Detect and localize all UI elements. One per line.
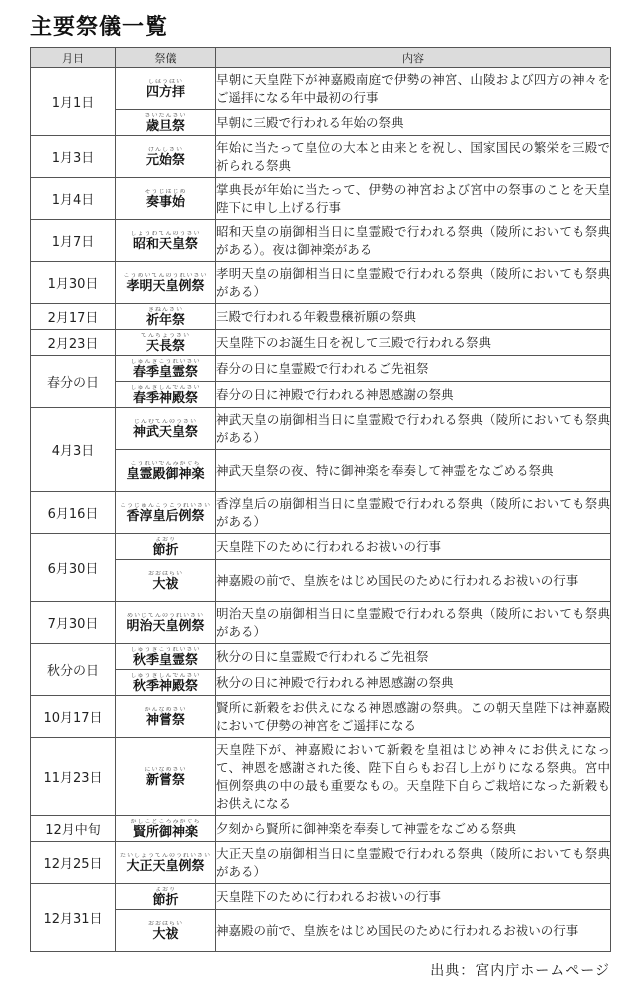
table-row	[31, 450, 611, 492]
row-rite	[116, 884, 216, 910]
rite-name: 大正天皇例祭	[126, 858, 205, 874]
row-rite	[116, 560, 216, 602]
row-date: 10月17日	[31, 696, 116, 738]
row-rite	[116, 644, 216, 670]
rite-name: 大祓	[152, 926, 179, 942]
row-rite	[116, 220, 216, 262]
row-content: 春分の日に神殿で行われる神恩感謝の祭典	[216, 382, 611, 408]
rite-name: 香淳皇后例祭	[126, 508, 205, 524]
row-rite	[116, 696, 216, 738]
row-content: 神嘉殿の前で、皇族をはじめ国民のために行われるお祓いの行事	[216, 910, 611, 952]
rite-name: 神嘗祭	[145, 712, 185, 728]
row-rite	[116, 304, 216, 330]
row-content: 明治天皇の崩御相当日に皇霊殿で行われる祭典（陵所においても祭典がある）	[216, 602, 611, 644]
row-content: 香淳皇后の崩御相当日に皇霊殿で行われる祭典（陵所においても祭典がある）	[216, 492, 611, 534]
row-rite	[116, 68, 216, 110]
rite-reading: たいしょうてんのうれいさい	[119, 852, 211, 859]
row-content: 天皇陛下が、神嘉殿において新穀を皇祖はじめ神々にお供えになって、神恩を感謝された後、陛下自らもお召し上がりになる祭典。宮中恒例祭典の中の最も重要なもの。天皇陛下自らご栽培になった新穀もお供えになる	[216, 738, 611, 816]
rites-table	[30, 47, 611, 952]
table-row	[31, 884, 611, 910]
row-content: 天皇陛下のために行われるお祓いの行事	[216, 534, 611, 560]
rite-reading: こうれいでんみかぐら	[130, 460, 201, 467]
rite-reading: しほうはい	[147, 78, 183, 85]
row-date: 12月25日	[31, 842, 116, 884]
row-rite	[116, 356, 216, 382]
page-title: 主要祭儀一覧	[30, 15, 169, 40]
row-date: 1月7日	[31, 220, 116, 262]
rite-reading: こうめいてんのうれいさい	[123, 272, 208, 279]
rite-reading: おおはらい	[147, 920, 183, 927]
row-content: 年始に当たって皇位の大本と由来とを祝し、国家国民の繁栄を三殿で祈られる祭典	[216, 136, 611, 178]
row-rite	[116, 382, 216, 408]
rite-name: 神武天皇祭	[132, 424, 198, 440]
row-date: 1月30日	[31, 262, 116, 304]
table-row	[31, 262, 611, 304]
rite-reading: そうじはじめ	[144, 188, 187, 195]
table-row	[31, 492, 611, 534]
table-row	[31, 220, 611, 262]
table-row	[31, 560, 611, 602]
row-date: 11月23日	[31, 738, 116, 816]
source-credit: 出典：宮内庁ホームページ	[430, 963, 610, 979]
rite-name: 祈年祭	[145, 312, 185, 328]
header-date: 月日	[31, 48, 116, 68]
row-content: 孝明天皇の崩御相当日に皇霊殿で行われる祭典（陵所においても祭典がある）	[216, 262, 611, 304]
table-row	[31, 304, 611, 330]
row-content: 神武天皇祭の夜、特に御神楽を奉奏して神霊をなごめる祭典	[216, 450, 611, 492]
row-date: 2月17日	[31, 304, 116, 330]
rite-name: 孝明天皇例祭	[126, 278, 205, 294]
row-date: 秋分の日	[31, 644, 116, 696]
rite-reading: めいじてんのうれいさい	[126, 612, 204, 619]
rite-reading: てんちょうさい	[140, 332, 190, 339]
rite-name: 秋季皇霊祭	[132, 652, 198, 668]
table-row	[31, 534, 611, 560]
rite-reading: おおはらい	[147, 570, 183, 577]
table-row	[31, 842, 611, 884]
table-row	[31, 408, 611, 450]
rite-name: 昭和天皇祭	[132, 236, 198, 252]
row-rite	[116, 738, 216, 816]
rite-reading: よおり	[154, 536, 176, 543]
row-rite	[116, 450, 216, 492]
row-rite	[116, 910, 216, 952]
row-date: 6月16日	[31, 492, 116, 534]
table-header-row	[31, 48, 611, 68]
table-row	[31, 696, 611, 738]
rite-reading: しゅんきこうれいさい	[130, 358, 201, 365]
row-date: 12月中旬	[31, 816, 116, 842]
row-content: 神嘉殿の前で、皇族をはじめ国民のために行われるお祓いの行事	[216, 560, 611, 602]
row-content: 賢所に新穀をお供えになる神恩感謝の祭典。この朝天皇陛下は神嘉殿において伊勢の神宮をご遥拝になる	[216, 696, 611, 738]
row-date: 6月30日	[31, 534, 116, 602]
table-row	[31, 644, 611, 670]
row-date: 4月3日	[31, 408, 116, 492]
rite-name: 春季神殿祭	[132, 390, 198, 406]
header-rite: 祭儀	[116, 48, 216, 68]
table-body	[31, 68, 611, 952]
table-row	[31, 738, 611, 816]
header-content: 内容	[216, 48, 611, 68]
row-rite	[116, 262, 216, 304]
row-date: 12月31日	[31, 884, 116, 952]
table-row	[31, 910, 611, 952]
row-content: 春分の日に皇霊殿で行われるご先祖祭	[216, 356, 611, 382]
rite-reading: かしこどころみかぐら	[130, 818, 201, 825]
rite-reading: きねんさい	[147, 306, 183, 313]
rite-name: 四方拝	[145, 84, 185, 100]
row-content: 掌典長が年始に当たって、伊勢の神宮および宮中の祭事のことを天皇陛下に申し上げる行事	[216, 178, 611, 220]
rite-name: 大祓	[152, 576, 179, 592]
rite-reading: しゅうきしんでんさい	[130, 672, 201, 679]
rite-name: 秋季神殿祭	[132, 678, 198, 694]
rite-reading: にいなめさい	[144, 766, 187, 773]
table-row	[31, 178, 611, 220]
row-content: 大正天皇の崩御相当日に皇霊殿で行われる祭典（陵所においても祭典がある）	[216, 842, 611, 884]
row-date: 1月3日	[31, 136, 116, 178]
row-rite	[116, 602, 216, 644]
rite-name: 節折	[152, 542, 179, 558]
row-content: 神武天皇の崩御相当日に皇霊殿で行われる祭典（陵所においても祭典がある）	[216, 408, 611, 450]
table-row	[31, 330, 611, 356]
rite-reading: しょうわてんのうさい	[130, 230, 201, 237]
row-rite	[116, 492, 216, 534]
rite-name: 元始祭	[145, 152, 185, 168]
rite-reading: さいたんさい	[144, 112, 187, 119]
row-rite	[116, 534, 216, 560]
rite-reading: しゅんきしんでんさい	[130, 384, 201, 391]
row-date: 2月23日	[31, 330, 116, 356]
rite-name: 天長祭	[145, 338, 185, 354]
rite-name: 皇霊殿御神楽	[126, 466, 205, 482]
row-date: 1月4日	[31, 178, 116, 220]
rite-name: 春季皇霊祭	[132, 364, 198, 380]
rite-name: 節折	[152, 892, 179, 908]
row-content: 秋分の日に神殿で行われる神恩感謝の祭典	[216, 670, 611, 696]
rite-reading: げんしさい	[147, 146, 183, 153]
table-row	[31, 68, 611, 110]
row-content: 昭和天皇の崩御相当日に皇霊殿で行われる祭典（陵所においても祭典がある）。夜は御神楽がある	[216, 220, 611, 262]
row-rite	[116, 670, 216, 696]
row-rite	[116, 330, 216, 356]
row-content: 早朝に天皇陛下が神嘉殿南庭で伊勢の神宮、山陵および四方の神々をご遥拝になる年中最初の行事	[216, 68, 611, 110]
row-content: 三殿で行われる年穀豊穣祈願の祭典	[216, 304, 611, 330]
table-row	[31, 816, 611, 842]
table-row	[31, 110, 611, 136]
rite-name: 新嘗祭	[145, 772, 185, 788]
row-rite	[116, 408, 216, 450]
row-content: 早朝に三殿で行われる年始の祭典	[216, 110, 611, 136]
table-row	[31, 356, 611, 382]
row-date: 春分の日	[31, 356, 116, 408]
rite-reading: じんむてんのうさい	[133, 418, 197, 425]
rite-reading: こうじゅんこうごうれいさい	[119, 502, 211, 509]
rite-name: 奏事始	[145, 194, 185, 210]
row-content: 夕刻から賢所に御神楽を奉奏して神霊をなごめる祭典	[216, 816, 611, 842]
row-rite	[116, 110, 216, 136]
rite-reading: かんなめさい	[144, 706, 187, 713]
table-row	[31, 670, 611, 696]
table-row	[31, 382, 611, 408]
rite-name: 賢所御神楽	[132, 824, 198, 840]
row-date: 1月1日	[31, 68, 116, 136]
table-row	[31, 602, 611, 644]
row-content: 秋分の日に皇霊殿で行われるご先祖祭	[216, 644, 611, 670]
rite-name: 歳旦祭	[145, 118, 185, 134]
rite-reading: よおり	[154, 886, 176, 893]
rite-reading: しゅうきこうれいさい	[130, 646, 201, 653]
row-rite	[116, 816, 216, 842]
row-date: 7月30日	[31, 602, 116, 644]
row-rite	[116, 842, 216, 884]
row-rite	[116, 178, 216, 220]
table-row	[31, 136, 611, 178]
row-content: 天皇陛下のお誕生日を祝して三殿で行われる祭典	[216, 330, 611, 356]
row-rite	[116, 136, 216, 178]
row-content: 天皇陛下のために行われるお祓いの行事	[216, 884, 611, 910]
rite-name: 明治天皇例祭	[126, 618, 205, 634]
